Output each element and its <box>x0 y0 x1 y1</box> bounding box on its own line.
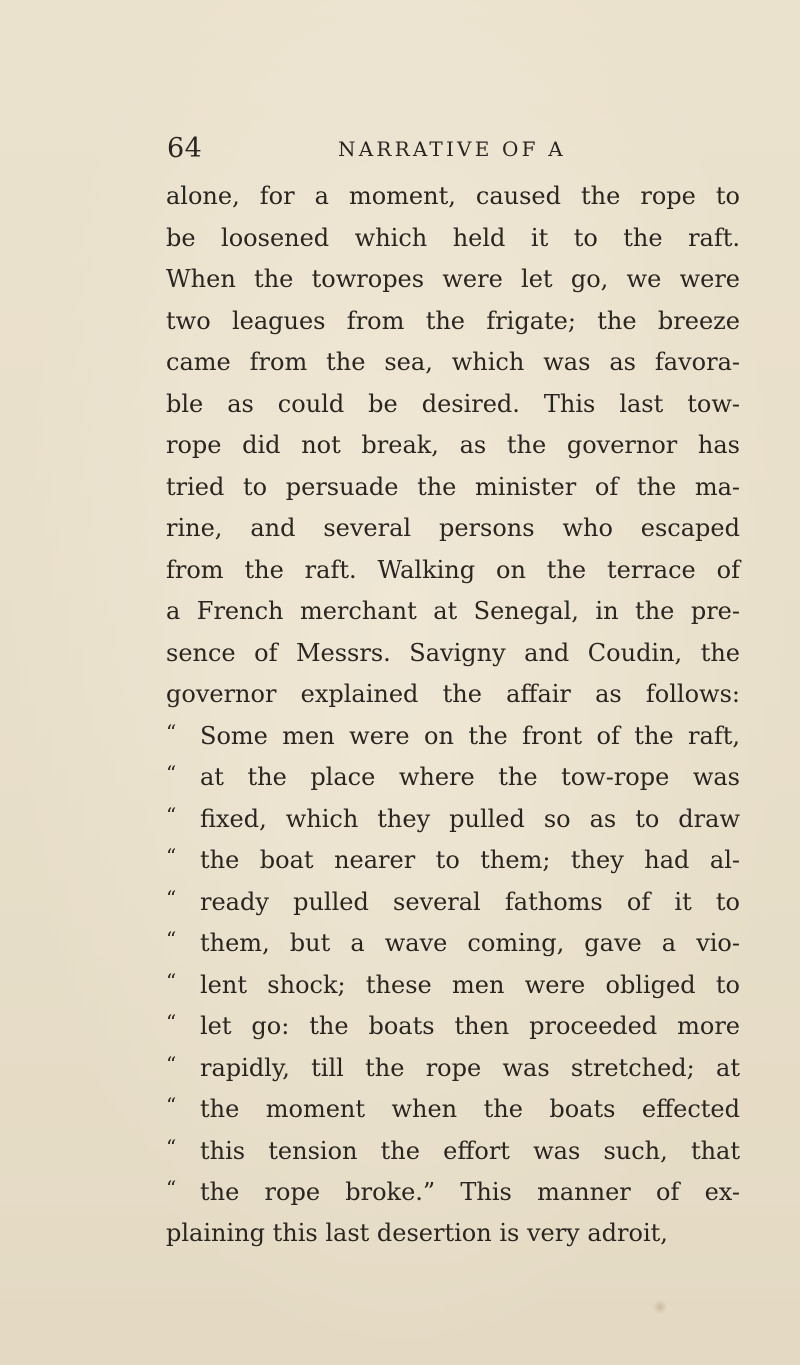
page-header <box>0 133 800 173</box>
quoted-line-text: this tension the effort was such, that <box>200 1136 740 1165</box>
quote-mark: “ <box>166 927 177 951</box>
quoted-line <box>166 1006 740 1048</box>
quoted-line <box>166 965 740 1007</box>
quote-mark: “ <box>166 719 177 744</box>
page-number: 64 <box>167 133 203 164</box>
quoted-line <box>166 1048 740 1090</box>
text-line: came from the sea, which was as favora- <box>166 348 740 376</box>
paper-stain <box>652 1300 668 1314</box>
quoted-line-text: let go: the boats then proceeded more <box>200 1012 740 1040</box>
text-line: governor explained the affair as follows: <box>166 680 740 708</box>
quoted-line-text: them, but a wave coming, gave a vio- <box>200 929 740 957</box>
body-text <box>166 176 740 1254</box>
quoted-line-text: lent shock; these men were obliged to <box>200 970 740 999</box>
quoted-line <box>166 1089 740 1131</box>
running-head: NARRATIVE OF A <box>338 137 566 161</box>
quoted-line <box>166 716 740 758</box>
quoted-line-text: Some men were on the front of the raft, <box>200 721 740 750</box>
quoted-line <box>166 799 740 841</box>
text-line: be loosened which held it to the raft. <box>166 223 740 252</box>
quoted-line <box>166 923 740 965</box>
quoted-line-text: the moment when the boats effected <box>200 1095 740 1123</box>
quoted-line-text: rapidly, till the rope was stretched; at <box>200 1053 740 1082</box>
text-line: alone, for a moment, caused the rope to <box>166 182 740 210</box>
quote-mark: “ <box>166 844 177 868</box>
text-line: two leagues from the frigate; the breeze <box>166 306 740 335</box>
quote-mark: “ <box>166 802 177 827</box>
quoted-line <box>166 757 740 799</box>
quoted-line-text: ready pulled several fathoms of it to <box>200 887 740 916</box>
quoted-line <box>166 882 740 924</box>
text-line: ble as could be desired. This last tow- <box>166 389 740 418</box>
quote-mark: “ <box>166 1134 177 1159</box>
quote-mark: “ <box>166 1093 177 1117</box>
quote-mark: “ <box>166 1010 177 1034</box>
text-line: tried to persuade the minister of the ma- <box>166 472 740 501</box>
quote-mark: “ <box>166 968 177 993</box>
quote-mark: “ <box>166 761 177 785</box>
text-line: When the towropes were let go, we were <box>166 265 740 293</box>
quote-mark: “ <box>166 1051 177 1076</box>
quote-mark: “ <box>166 885 177 910</box>
quote-mark: “ <box>166 1176 177 1200</box>
text-line: from the raft. Walking on the terrace of <box>166 555 740 584</box>
text-line: a French merchant at Senegal, in the pre- <box>166 597 740 625</box>
quoted-line-text: at the place where the tow-rope was <box>200 763 740 791</box>
text-line: rope did not break, as the governor has <box>166 431 740 459</box>
text-line: rine, and several persons who escaped <box>166 514 740 542</box>
text-line: plaining this last desertion is very adroit, <box>166 1218 668 1247</box>
text-line: sence of Messrs. Savigny and Coudin, the <box>166 638 740 667</box>
quoted-line-text: the boat nearer to them; they had al- <box>200 846 740 874</box>
quoted-line-text: fixed, which they pulled so as to draw <box>200 804 740 833</box>
quoted-line <box>166 1172 740 1214</box>
quoted-line-text: the rope broke.” This manner of ex- <box>200 1178 740 1206</box>
quoted-line <box>166 1131 740 1173</box>
quoted-line <box>166 840 740 882</box>
